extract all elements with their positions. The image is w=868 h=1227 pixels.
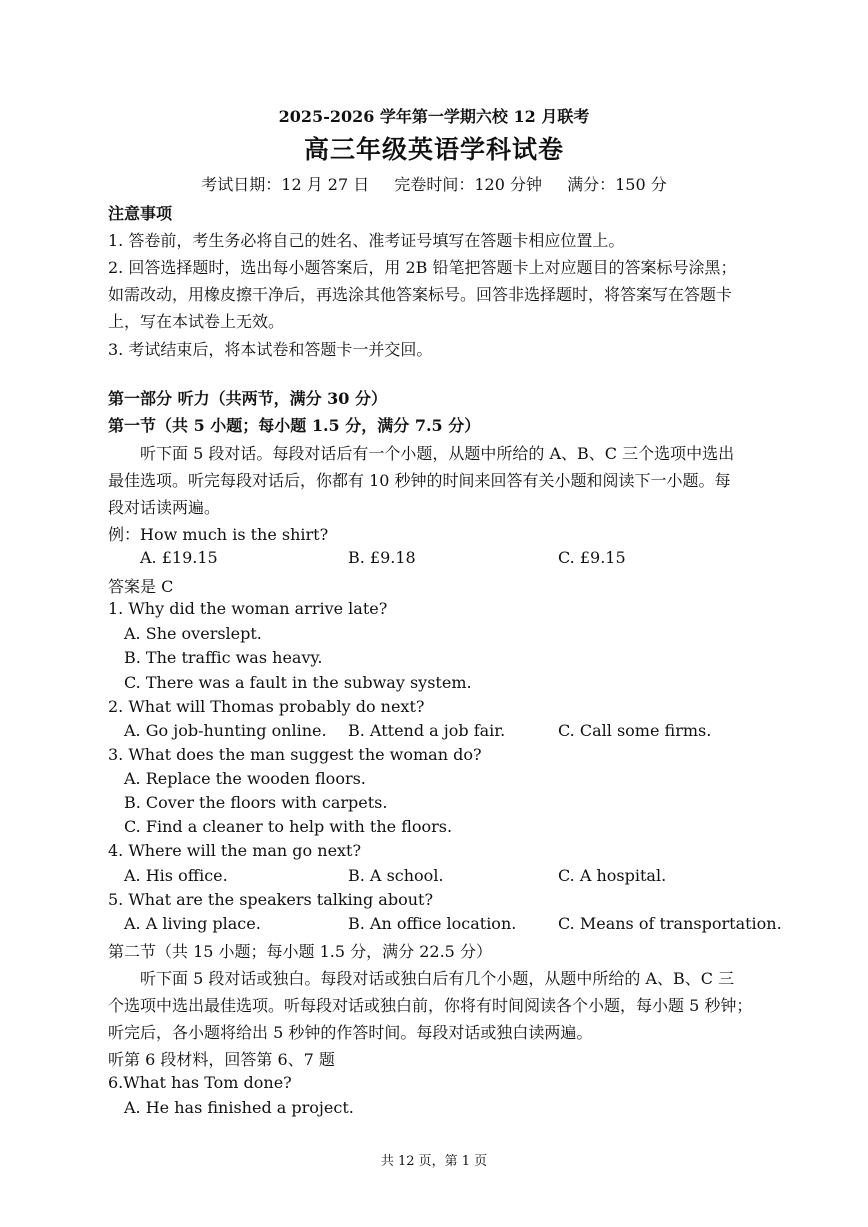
notice-item: 上，写在本试卷上无效。 xyxy=(108,312,285,331)
question-6: 6.What has Tom done? xyxy=(108,1073,292,1092)
section1-heading: 第一节（共 5 小题；每小题 1.5 分，满分 7.5 分） xyxy=(108,416,481,435)
example-question: 例：How much is the shirt? xyxy=(108,525,329,544)
page-footer: 共 12 页，第 1 页 xyxy=(380,1154,488,1169)
question-4-option-a: A. His office. xyxy=(124,866,228,885)
notice-item: 如需改动，用橡皮擦干净后，再选涂其他答案标号。回答非选择题时，将答案写在答题卡 xyxy=(108,285,733,304)
question-4: 4. Where will the man go next? xyxy=(108,841,362,860)
material-instruction: 听第 6 段材料，回答第 6、7 题 xyxy=(108,1050,335,1069)
question-3: 3. What does the man suggest the woman do? xyxy=(108,745,482,764)
notice-item: 3. 考试结束后，将本试卷和答题卡一并交回。 xyxy=(108,340,433,359)
question-1: 1. Why did the woman arrive late? xyxy=(108,599,388,618)
exam-info xyxy=(0,172,868,195)
question-1-option-a: A. She overslept. xyxy=(124,624,262,643)
exam-full-score: 满分：150 分 xyxy=(567,175,667,194)
exam-duration: 完卷时间：120 分钟 xyxy=(394,175,542,194)
section1-instructions: 最佳选项。听完每段对话后，你都有 10 秒钟的时间来回答有关小题和阅读下一小题。每 xyxy=(108,471,731,490)
question-1-option-c: C. There was a fault in the subway system. xyxy=(124,673,472,692)
question-5: 5. What are the speakers talking about? xyxy=(108,890,434,909)
exam-date: 考试日期：12 月 27 日 xyxy=(201,175,370,194)
section2-instructions: 听完后，各小题将给出 5 秒钟的作答时间。每段对话或独白读两遍。 xyxy=(108,1023,593,1042)
section2-instructions: 个选项中选出最佳选项。听每段对话或独白前，你将有时间阅读各个小题，每小题 5 秒钟； xyxy=(108,996,753,1015)
section1-instructions: 段对话读两遍。 xyxy=(108,498,221,517)
question-4-option-c: C. A hospital. xyxy=(558,866,667,885)
exam-title: 高三年级英语学科试卷 xyxy=(303,135,564,164)
example-option-a: A. £19.15 xyxy=(140,548,218,567)
question-4-option-b: B. A school. xyxy=(348,866,444,885)
notice-item: 1. 答卷前，考生务必将自己的姓名、准考证号填写在答题卡相应位置上。 xyxy=(108,231,625,250)
question-3-option-c: C. Find a cleaner to help with the floors. xyxy=(124,817,453,836)
notice-item: 2. 回答选择题时，选出每小题答案后，用 2B 铅笔把答题卡上对应题目的答案标号涂黑； xyxy=(108,258,737,277)
question-5-option-b: B. An office location. xyxy=(348,914,517,933)
question-3-option-a: A. Replace the wooden floors. xyxy=(124,769,366,788)
question-3-option-b: B. Cover the floors with carpets. xyxy=(124,793,388,812)
example-option-c: C. £9.15 xyxy=(558,548,626,567)
section2-heading: 第二节（共 15 小题；每小题 1.5 分，满分 22.5 分） xyxy=(108,942,492,961)
notice-heading: 注意事项 xyxy=(108,204,173,223)
question-2-option-a: A. Go job-hunting online. xyxy=(124,721,327,740)
question-2-option-c: C. Call some firms. xyxy=(558,721,712,740)
question-2: 2. What will Thomas probably do next? xyxy=(108,697,425,716)
question-2-option-b: B. Attend a job fair. xyxy=(348,721,506,740)
exam-subtitle: 2025-2026 学年第一学期六校 12 月联考 xyxy=(278,107,590,126)
question-5-option-a: A. A living place. xyxy=(124,914,261,933)
example-answer: 答案是 C xyxy=(108,577,174,596)
question-5-option-c: C. Means of transportation. xyxy=(558,914,782,933)
question-1-option-b: B. The traffic was heavy. xyxy=(124,648,323,667)
example-option-b: B. £9.18 xyxy=(348,548,416,567)
part1-heading: 第一部分 听力（共两节，满分 30 分） xyxy=(108,389,387,408)
section2-instructions: 听下面 5 段对话或独白。每段对话或独白后有几个小题，从题中所给的 A、B、C 三 xyxy=(140,969,735,988)
question-6-option-a: A. He has finished a project. xyxy=(124,1098,354,1117)
section1-instructions: 听下面 5 段对话。每段对话后有一个小题，从题中所给的 A、B、C 三个选项中选出 xyxy=(140,444,735,463)
